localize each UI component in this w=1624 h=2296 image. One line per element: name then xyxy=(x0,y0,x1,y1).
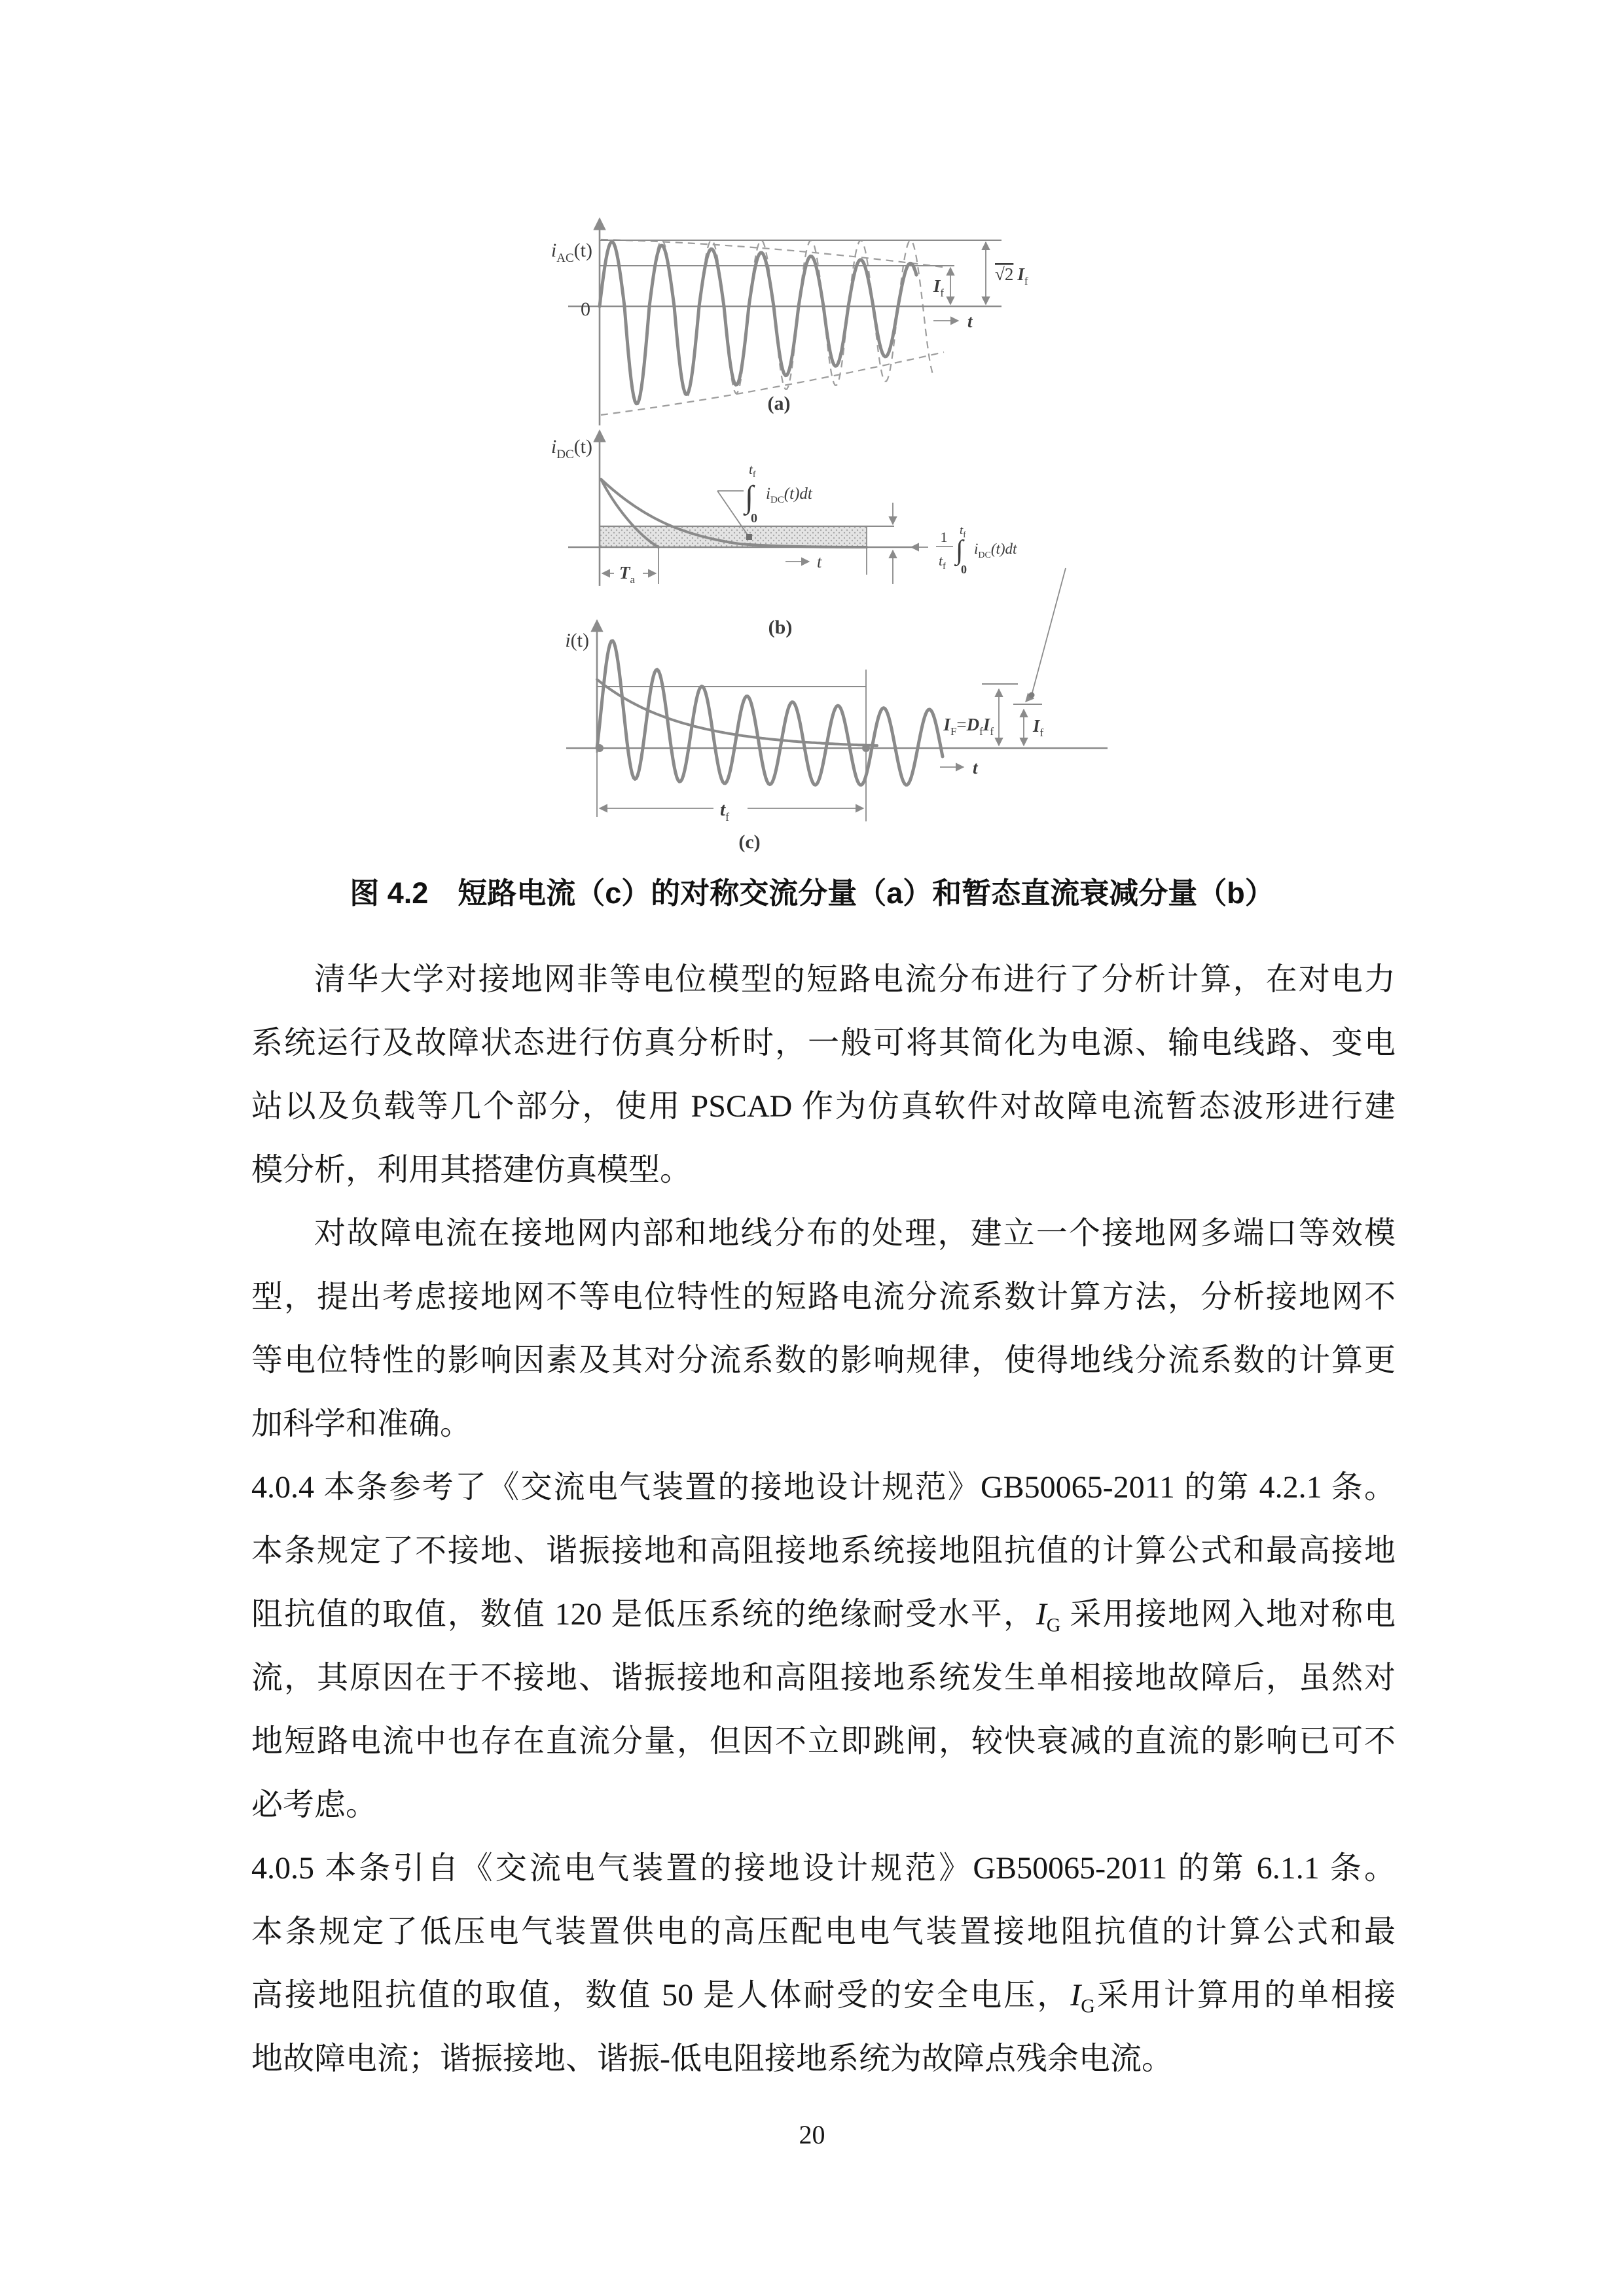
text-segment: 系统运行及故障状态进行仿真分析时，一般可将其简化为电源、输电线路、变电 xyxy=(251,1026,1396,1060)
connector-line xyxy=(1026,568,1066,702)
text-segment: 型，提出考虑接地网不等电位特性的短路电流分流系数计算方法，分析接地网不 xyxy=(251,1280,1396,1314)
text-segment: 必考虑。 xyxy=(251,1787,378,1822)
IF-label: $I_F=D_fI_f$ xyxy=(943,715,994,738)
int-lower-limit: 0 xyxy=(751,511,757,526)
text-segment: 4.0.5 本条引自《交流电气装置的接地设计规范》GB50065-2011 的第 6.1.1 条。 xyxy=(251,1851,1396,1886)
text-segment: 地短路电流中也存在直流分量，但因不立即跳闸，较快衰减的直流的影响已可不 xyxy=(251,1724,1396,1759)
t-label-b: t xyxy=(817,552,822,571)
text-line xyxy=(251,948,1396,1011)
top-envelope xyxy=(601,240,943,267)
text-line xyxy=(251,1900,1396,1964)
iac-label: $i_{AC}(t)$ xyxy=(550,240,592,265)
text-segment: 对故障电流在接地网内部和地线分布的处理，建立一个接地网多端口等效模 xyxy=(314,1216,1396,1251)
text-segment: 清华大学对接地网非等电位模型的短路电流分布进行了分析计算，在对电力 xyxy=(314,962,1396,997)
text-segment: 地故障电流；谐振接地、谐振‐低电阻接地系统为故障点残余电流。 xyxy=(251,2041,1173,2076)
tf-label: $t_f$ xyxy=(720,799,730,823)
text-line xyxy=(251,1837,1396,1900)
text-segment: 本条规定了不接地、谐振接地和高阻接地系统接地阻抗值的计算公式和最高接地 xyxy=(251,1534,1396,1568)
t-label-c: t xyxy=(973,758,978,778)
text-segment: G xyxy=(1046,1614,1061,1636)
figure-4-2 xyxy=(458,209,1244,864)
text-line xyxy=(251,1773,1396,1837)
subplot-c xyxy=(565,620,1108,853)
text-segment: G xyxy=(1081,1995,1095,2017)
origin-dot xyxy=(596,744,604,752)
tf-axis-dot xyxy=(862,744,870,752)
text-segment: I xyxy=(1036,1597,1047,1632)
subplot-a xyxy=(551,219,1028,425)
frac-numerator: 1 xyxy=(940,529,948,545)
text-segment: 采用计算用的单相接 xyxy=(1094,1978,1396,2013)
asymmetric-fault-wave xyxy=(597,641,943,785)
text-segment: 流，其原因在于不接地、谐振接地和高阻接地系统发生单相接地故障后，虽然对 xyxy=(251,1660,1396,1695)
page-number: 20 xyxy=(799,2120,825,2149)
text-line xyxy=(251,1456,1396,1519)
text-line xyxy=(251,1710,1396,1773)
sqrt2if-label: √2 $I_f$ xyxy=(995,264,1028,287)
text-segment: I xyxy=(1070,1978,1081,2013)
text-segment: 采用接地网入地对称电 xyxy=(1060,1597,1396,1632)
text-line xyxy=(251,1075,1396,1138)
int2-upper: $t_f$ xyxy=(960,524,966,539)
connector-dot xyxy=(1029,692,1035,698)
text-segment: 站以及负载等几个部分，使用 PSCAD 作为仿真软件对故障电流暂态波形进行建 xyxy=(251,1089,1396,1124)
figure-caption: 图 4.2 短路电流（c）的对称交流分量（a）和暂态直流衰减分量（b） xyxy=(350,876,1274,910)
text-line xyxy=(251,1519,1396,1583)
subplot-a-label: (a) xyxy=(767,393,791,414)
text-segment: 本条规定了低压电气装置供电的高压配电电气装置接地阻抗值的计算公式和最 xyxy=(251,1914,1396,1949)
text-segment: 高接地阻抗值的取值，数值 50 是人体耐受的安全电压， xyxy=(251,1978,1071,2013)
text-line xyxy=(251,1138,1396,1202)
text-line xyxy=(251,1329,1396,1392)
frac-denominator: $t_f$ xyxy=(939,552,946,571)
text-line xyxy=(251,1583,1396,1646)
text-line xyxy=(251,1011,1396,1075)
if-label: $I_f$ xyxy=(933,276,944,299)
text-segment: 模分析，利用其搭建仿真模型。 xyxy=(251,1153,692,1187)
int2-sign: ∫ xyxy=(956,535,964,565)
subplot-b-label: (b) xyxy=(768,617,793,638)
If-label-c: $I_f$ xyxy=(1033,716,1044,739)
text-line xyxy=(251,1202,1396,1265)
int-sign: ∫ xyxy=(745,480,754,514)
text-line xyxy=(251,1646,1396,1710)
text-segment: 等电位特性的影响因素及其对分流系数的影响规律，使得地线分流系数的计算更 xyxy=(251,1343,1396,1378)
int-upper-limit: $t_f$ xyxy=(749,461,756,480)
text-line xyxy=(251,2027,1396,2090)
subplot-c-label: (c) xyxy=(738,831,761,853)
text-segment: 加科学和准确。 xyxy=(251,1407,472,1441)
int2-lower: 0 xyxy=(961,563,967,576)
int-pointer-dot xyxy=(746,534,752,540)
t-label-a: t xyxy=(967,312,973,331)
int2-body: $i_{DC}(t)dt$ xyxy=(974,541,1017,560)
idc-label: $i_{DC}(t)$ xyxy=(550,436,592,461)
int-body: $i_{DC}(t)dt$ xyxy=(766,485,812,505)
body-text xyxy=(251,948,1396,2090)
text-line xyxy=(251,1392,1396,1456)
text-segment: 阻抗值的取值，数值 120 是低压系统的绝缘耐受水平， xyxy=(251,1597,1036,1632)
text-segment: 4.0.4 本条参考了《交流电气装置的接地设计规范》GB50065-2011 的第 4.2.1 条。 xyxy=(251,1470,1396,1505)
it-label: i(t) xyxy=(565,630,589,651)
subplot-b xyxy=(551,431,1066,702)
tf-label-mask xyxy=(713,795,748,819)
ta-label: $T_a$ xyxy=(619,563,636,586)
text-line xyxy=(251,1265,1396,1329)
zero-label: 0 xyxy=(581,298,590,320)
text-line xyxy=(251,1964,1396,2027)
average-dc-label xyxy=(911,524,1017,576)
